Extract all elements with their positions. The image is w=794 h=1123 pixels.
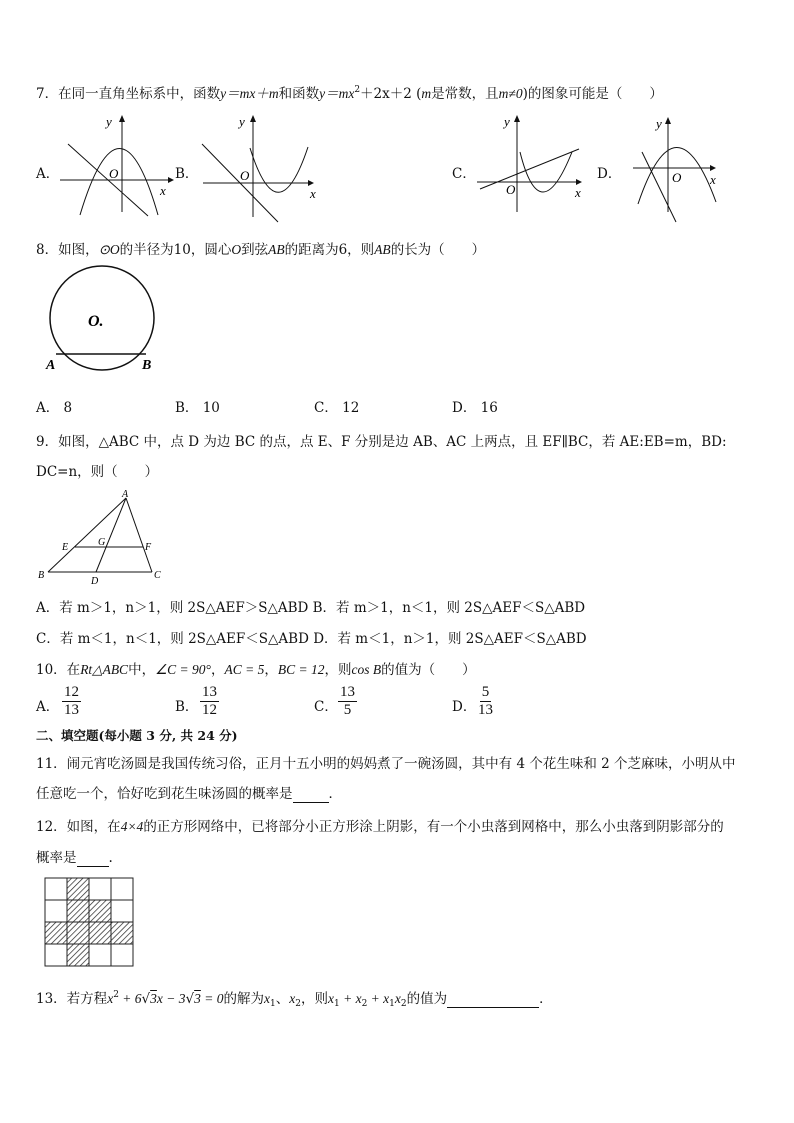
shaded-cell [67,878,89,900]
x-arrow [168,177,174,183]
side-ac [126,498,152,572]
shaded-cell [45,922,67,944]
label-d: D [91,576,99,587]
shaded-cell [89,922,111,944]
label-g: G [98,537,106,548]
q9-options-ab[interactable]: A．若 m＞1，n＞1，则 2S△AEF＞S△ABD B．若 m＞1，n＜1，则 2S△AEF＜S△ABD [36,600,586,616]
section-title: 二、填空题(每小题 3 分, 共 24 分) [36,728,238,743]
q9-stem-line2: DC=n，则（ ） [36,464,159,480]
parabola-graph [520,152,572,192]
sqrt-sign: √ [141,991,151,1007]
q13-answer-blank[interactable] [447,991,539,1008]
side-ab [48,498,126,572]
label-o: O. [88,313,104,330]
grid-lines [45,878,133,966]
q7-option-d-label: D． [597,166,622,182]
origin-label: O [109,166,119,181]
q7-option-c-label: C． [452,166,476,182]
y-arrow [514,115,520,122]
q10-option-b-fraction: $\frac{13}{12}$ [202,684,217,718]
y-label: y [239,114,245,129]
q8-option-a[interactable]: A． 8 [36,400,73,416]
q11-answer-blank[interactable] [293,786,329,803]
parabola-graph [250,147,308,192]
x-arrow [710,165,716,171]
x-label: x [575,185,581,200]
x-label: x [710,172,716,187]
label-f: F [145,542,152,553]
origin-label: O [506,182,516,197]
origin-label: O [672,170,682,185]
q9-stem-line1: 9．如图，△ABC 中，点 D 为边 BC 的点，点 E、F 分别是边 AB、AC 上两点，且 EF∥BC，若 AE:EB=m，BD: [36,434,727,450]
q7-option-b-label: B． [175,166,199,182]
shaded-cell [89,900,111,922]
q10-option-a-label[interactable]: A． [36,699,60,715]
q7-stem: 7．在同一直角坐标系中，函数y＝mx＋m和函数$y=mx^2+2x+2$ (m是常数，且m≠0)的图象可能是（ ） [36,85,663,102]
q9-triangle-figure [36,488,176,588]
y-label: y [504,114,510,129]
shaded-cell [67,922,89,944]
q10-option-a-fraction: $\frac{12}{13}$ [64,684,79,718]
segment-ad [96,498,126,572]
shaded-cell [67,944,89,966]
origin-label: O [240,168,250,183]
y-arrow [665,117,671,124]
x-label: x [160,183,166,198]
q7-graph-c [472,112,592,222]
q8-option-b[interactable]: B． 10 [175,400,220,416]
q11-line1: 11．闹元宵吃汤圆是我国传统习俗，正月十五小明的妈妈煮了一碗汤圆，其中有 4 个花生味和 2 个芝麻味，小明从中 [36,756,736,772]
line-graph [642,152,676,222]
label-a: A [122,489,129,500]
y-label: y [656,116,662,131]
q12-line1: 12．如图，在4×4的正方形网络中，已将部分小正方形涂上阴影，有一个小虫落到网格中，那么小虫落到阴影部分的 [36,819,724,835]
label-a: A [46,358,56,373]
q8-stem: 8．如图，⊙O的半径为10，圆心O到弦AB的距离为6，则AB的长为（ ） [36,242,486,258]
q7-graph-a [60,112,180,222]
q12-line2: 概率是 . [36,850,113,866]
label-b: B [38,570,45,581]
y-label: y [106,114,112,129]
q12-answer-blank[interactable] [77,850,109,867]
q10-option-d-label[interactable]: D． [452,699,477,715]
q13-stem: 13．若方程$x^2 + 6√3x - 3√3 = 0$的解为$x_1$、$x_2$，则$x_1 + x_2 + x_1x_2$的值为 ． [36,990,553,1009]
label-e: E [62,542,69,553]
x-label: x [310,186,316,201]
q7-option-a-label: A． [36,166,60,182]
parabola-graph [80,149,158,216]
q10-stem: 10．在Rt△ABC中，∠C = 90°，AC = 5，BC = 12，则cos B的值为（ ） [36,662,476,678]
shaded-cell [111,922,133,944]
q8-option-d[interactable]: D． 16 [452,400,498,416]
sqrt-sign: √ [185,991,195,1007]
label-b: B [142,358,152,373]
y-arrow [250,115,256,122]
shaded-cell [67,900,89,922]
q10-option-b-label[interactable]: B． [175,699,199,715]
q8-option-c[interactable]: C． 12 [314,400,360,416]
q7-graph-b [198,112,328,222]
q10-option-c-fraction: $\frac{13}{5}$ [340,684,355,718]
label-c: C [154,570,161,581]
q7-graph-d [628,112,748,222]
q11-line2: 任意吃一个，恰好吃到花生味汤圆的概率是 ． [36,786,342,802]
q10-option-c-label[interactable]: C． [314,699,338,715]
q8-circle-figure [42,262,172,382]
q12-grid-figure [44,877,134,967]
q9-options-cd[interactable]: C．若 m＜1，n＜1，则 2S△AEF＜S△ABD D．若 m＜1，n＞1，则 2S△AEF＜S△ABD [36,631,587,647]
y-arrow [119,115,125,122]
q10-option-d-fraction: $\frac{5}{13}$ [478,684,493,718]
